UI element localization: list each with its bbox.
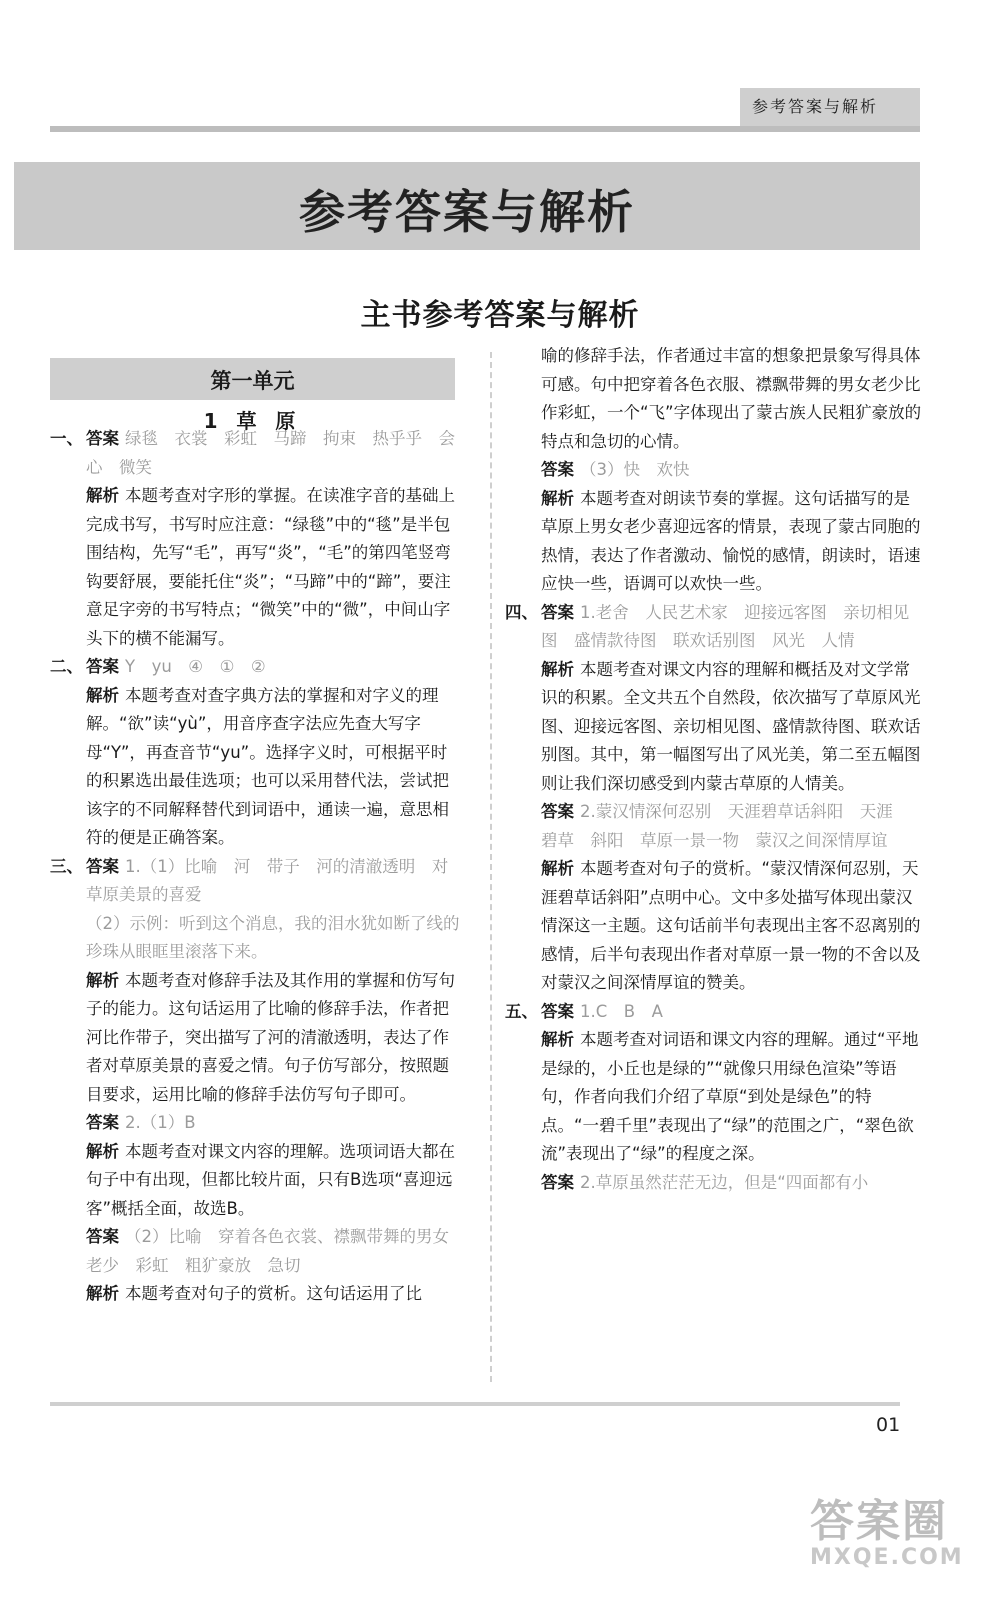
analysis-label: 解析 (86, 685, 119, 705)
column-divider (490, 352, 492, 1382)
analysis-label: 解析 (86, 1141, 119, 1161)
answer-block (505, 485, 923, 599)
running-header (740, 88, 920, 126)
answer-block (50, 967, 460, 1110)
page-title: 主书参考答案与解析 (360, 298, 640, 333)
footer-rule (50, 1402, 900, 1406)
answer-text: Y yu ④ ① ② (125, 657, 266, 676)
analysis-label: 解析 (541, 488, 574, 508)
answer-text: 绿毯 衣裳 彩虹 马蹄 拘束 热乎乎 会心 微笑 (86, 429, 455, 477)
analysis-text: 本题考查对句子的赏析。“蒙汉情深何忍别，天涯碧草话斜阳”点明中心。文中多处描写体现出蒙汉情深这一主题。这句话前半句表现出主客不忍离别的感情，后半句表现出作者对草原一景一物的不舍以及对蒙汉之间深情厚谊的赞美。 (541, 859, 921, 992)
answer-block (505, 342, 923, 456)
answer-text: （2）示例：听到这个消息，我的泪水犹如断了线的珍珠从眼眶里滚落下来。 (86, 913, 460, 961)
question-number: 三、 (50, 856, 83, 876)
analysis-text: 本题考查对句子的赏析。这句话运用了比 (125, 1284, 422, 1303)
analysis-text: 本题考查对词语和课文内容的理解。通过“平地是绿的，小丘也是绿的”“就像只用绿色渲染”等语句，作者向我们介绍了草原“到处是绿色”的特点。“一碧千里”表现出了“绿”的范围之广，“翠色欲流”表现出了“绿”的程度之深。 (541, 1030, 919, 1163)
analysis-label: 解析 (86, 1284, 119, 1303)
answer-text: 1.C B A (580, 1001, 663, 1021)
page-number: 01 (876, 1414, 901, 1436)
watermark-url: MXQE.COM (810, 1545, 964, 1570)
analysis-text: 本题考查对朗读节奏的掌握。这句话描写的是草原上男女老少喜迎远客的情景，表现了蒙古同胞的热情，表达了作者激动、愉悦的感情，朗读时，语速应快一些，语调可以欢快一些。 (541, 488, 921, 593)
unit-title: 第一单元 (210, 369, 295, 393)
right-column (505, 342, 923, 1197)
analysis-text: 本题考查对查字典方法的掌握和对字义的理解。“欲”读“yù”，用音序查字法应先查大写字母“Y”，再查音节“yu”。选择字义时，可根据平时的积累选出最佳选项；也可以采用替代法，尝试把该字的不同解释替代到词语中，通读一遍，意思相符的便是正确答案。 (86, 685, 449, 847)
answer-text: 1.（1）比喻 河 带子 河的清澈透明 对草原美景的喜爱 (86, 856, 449, 904)
answer-block (50, 910, 460, 967)
answer-label: 答案 (541, 460, 574, 479)
answer-block (505, 855, 923, 998)
analysis-text: 本题考查对字形的掌握。在读准字音的基础上完成书写，书写时应注意：“绿毯”中的“毯”是半包围结构，先写“毛”，再写“炎”，“毛”的第四笔竖弯钩要舒展，要能托住“炎”；“马蹄”中的“蹄”，要注意足字旁的书写特点；“微笑”中的“微”，中间山字头下的横不能漏写。 (86, 486, 455, 648)
analysis-label: 解析 (86, 486, 119, 505)
analysis-text: 本题考查对课文内容的理解。选项词语大都在句子中有出现，但都比较片面，只有B选项“喜迎远客”概括全面，故选B。 (86, 1141, 455, 1218)
answer-label: 答案 (541, 602, 574, 622)
answer-text: 2.（1）B (125, 1113, 196, 1132)
question-number: 二、 (50, 657, 83, 676)
answer-block (50, 653, 460, 682)
answer-block (50, 482, 460, 653)
answer-label: 答案 (541, 1001, 574, 1021)
answer-block (50, 1223, 460, 1280)
answer-block (505, 656, 923, 799)
header-rule (50, 126, 920, 132)
answer-block (50, 425, 460, 482)
answer-block (505, 798, 923, 855)
answer-label: 答案 (86, 657, 119, 676)
answer-label: 答案 (86, 429, 119, 448)
question-number: 五、 (505, 1001, 538, 1021)
left-column (50, 425, 460, 1309)
answer-block (505, 998, 923, 1027)
answer-label: 答案 (86, 1227, 119, 1246)
answer-block (505, 1169, 923, 1198)
answer-text: 2.草原虽然茫茫无边，但是“四面都有小 (580, 1172, 869, 1192)
answer-label: 答案 (541, 802, 574, 821)
answer-block (50, 1280, 460, 1309)
unit-heading (50, 358, 455, 400)
answer-text: 2.蒙汉情深何忍别 天涯碧草话斜阳 天涯 碧草 斜阳 草原一景一物 蒙汉之间深情厚谊 (541, 802, 910, 850)
analysis-label: 解析 (541, 859, 574, 878)
analysis-label: 解析 (541, 1030, 574, 1049)
answer-label: 答案 (86, 856, 119, 876)
answer-block (505, 456, 923, 485)
watermark-text: 答案圈 (810, 1496, 948, 1547)
analysis-text: 喻的修辞手法，作者通过丰富的想象把景象写得具体可感。句中把穿着各色衣服、襟飘带舞的男女老少比作彩虹，一个“飞”字体现出了蒙古族人民粗犷豪放的特点和急切的心情。 (541, 346, 922, 451)
answer-block (50, 853, 460, 910)
answer-text: （2）比喻 穿着各色衣裳、襟飘带舞的男女老少 彩虹 粗犷豪放 急切 (86, 1227, 449, 1275)
analysis-text: 本题考查对修辞手法及其作用的掌握和仿写句子的能力。这句话运用了比喻的修辞手法，作者把河比作带子，突出描写了河的清澈透明，表达了作者对草原美景的喜爱之情。句子仿写部分，按照题目要求，运用比喻的修辞手法仿写句子即可。 (86, 970, 455, 1104)
question-number: 一、 (50, 429, 83, 448)
analysis-label: 解析 (86, 970, 119, 990)
lesson-title: 1 草 原 (203, 409, 302, 433)
analysis-text: 本题考查对课文内容的理解和概括及对文学常识的积累。全文共五个自然段，依次描写了草原风光图、迎接远客图、亲切相见图、盛情款待图、联欢话别图。其中，第一幅图写出了风光美，第二至五幅图则让我们深切感受到内蒙古草原的人情美。 (541, 659, 921, 793)
answer-block (505, 1026, 923, 1169)
answer-text: 1.老舍 人民艺术家 迎接远客图 亲切相见图 盛情款待图 联欢话别图 风光 人情 (541, 602, 910, 650)
analysis-label: 解析 (541, 659, 574, 679)
answer-block (50, 682, 460, 853)
answer-block (50, 1109, 460, 1138)
banner-title: 参考答案与解析 (299, 185, 635, 239)
title-banner (14, 162, 920, 250)
watermark-logo (810, 1485, 980, 1585)
answer-label: 答案 (86, 1113, 119, 1132)
running-title: 参考答案与解析 (752, 97, 879, 116)
answer-block (505, 599, 923, 656)
answer-text: （3）快 欢快 (580, 460, 690, 479)
answer-block (50, 1138, 460, 1224)
answer-label: 答案 (541, 1172, 574, 1192)
question-number: 四、 (505, 602, 538, 622)
